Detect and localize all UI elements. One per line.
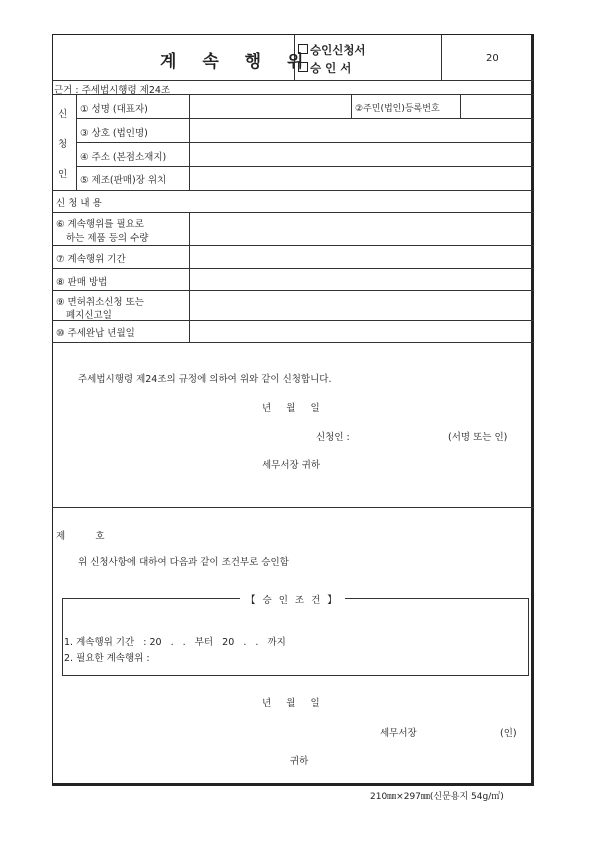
checkbox-icon[interactable] (298, 44, 308, 54)
section-label: 청 (58, 139, 68, 150)
field-label-name: ① 성명 (대표자) (80, 104, 148, 115)
divider (52, 320, 534, 321)
regno-field[interactable] (461, 96, 533, 117)
field-label-cancel: ⑨ 면허취소신청 또는 (56, 297, 144, 308)
location-field[interactable] (190, 168, 533, 189)
divider (52, 212, 534, 213)
address-field[interactable] (190, 144, 533, 165)
option-approval[interactable]: 승 인 서 (298, 60, 351, 76)
checkbox-icon[interactable] (298, 62, 308, 72)
legal-basis: 근거 : 주세법시행령 제24조 (54, 85, 171, 96)
company-field[interactable] (190, 120, 533, 141)
divider (76, 142, 534, 143)
divider (52, 507, 534, 508)
quantity-field[interactable] (190, 214, 533, 244)
condition-2: 2. 필요한 계속행위 : (64, 653, 150, 664)
field-label-paid: ⑩ 주세완납 년월일 (56, 328, 135, 339)
form-title: 계 속 행 위 (160, 52, 314, 72)
field-label-quantity: ⑥ 계속행위를 필요로 (56, 219, 144, 230)
sign-label: (서명 또는 인) (448, 432, 508, 443)
approval-number: 제 호 (56, 531, 105, 542)
sales-field[interactable] (190, 270, 533, 289)
divider (76, 118, 534, 119)
cancel-field[interactable] (190, 292, 533, 319)
tax-chief: 세무서장 (380, 728, 417, 739)
divider (52, 290, 534, 291)
approval-text: 위 신청사항에 대하여 다음과 같이 조건부로 승인함 (78, 557, 289, 568)
section-label: 신 (58, 109, 68, 120)
field-label-period: ⑦ 계속행위 기간 (56, 254, 126, 265)
divider (52, 245, 534, 246)
section-header: 신 청 내 용 (56, 198, 102, 209)
divider (52, 342, 534, 343)
applicant-label: 신청인 : (316, 432, 350, 443)
field-label-cancel-2: 폐지신고일 (66, 310, 112, 321)
divider (441, 35, 442, 80)
paid-field[interactable] (190, 322, 533, 341)
paper-spec: 210㎜×297㎜(신문용지 54g/㎡) (370, 792, 504, 802)
divider (76, 95, 77, 190)
divider (52, 268, 534, 269)
condition-1: 1. 계속행위 기간 : 20 . . 부터 20 . . 까지 (64, 637, 286, 648)
form-number: 20 (486, 53, 499, 64)
field-label-regno: ②주민(법인)등록번호 (355, 104, 440, 114)
option-application[interactable]: 승인신청서 (298, 42, 366, 58)
field-label-location: ⑤ 제조(판매)장 위치 (80, 175, 167, 186)
divider (351, 95, 352, 118)
period-field[interactable] (190, 247, 533, 267)
name-field[interactable] (190, 96, 350, 117)
addressee: 세무서장 귀하 (262, 460, 321, 471)
field-label-company: ③ 상호 (법인명) (80, 128, 148, 139)
approval-date: 년 월 일 (262, 698, 320, 709)
field-label-quantity-2: 하는 제품 등의 수량 (66, 233, 149, 244)
declaration-date: 년 월 일 (262, 403, 320, 414)
declaration-text: 주세법시행령 제24조의 규정에 의하여 위와 같이 신청합니다. (78, 374, 332, 385)
conditions-title: 【 승 인 조 건 】 (240, 592, 345, 606)
field-label-sales: ⑧ 판매 방법 (56, 277, 108, 288)
field-label-address: ④ 주소 (본점소재지) (80, 152, 167, 163)
divider (76, 166, 534, 167)
seal-label: (인) (500, 728, 517, 739)
divider (52, 80, 534, 81)
addressee-approval: 귀하 (290, 756, 309, 767)
divider (52, 190, 534, 191)
section-label: 인 (58, 169, 68, 180)
